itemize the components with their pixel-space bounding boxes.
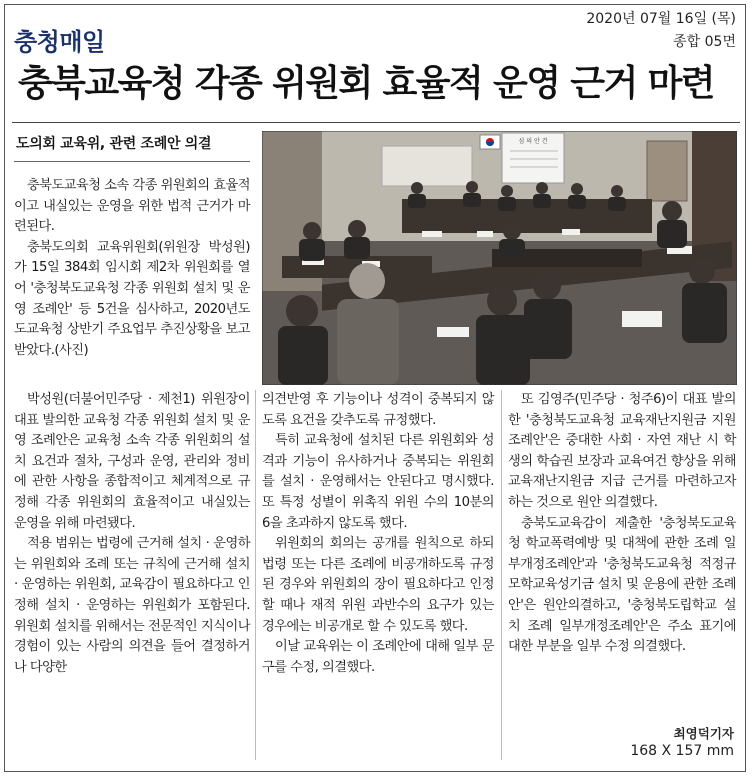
body-paragraph: 특히 교육청에 설치된 다른 위원회와 성격과 기능이 유사하거나 중복되는 위원회를 설치 · 운영해서는 안된다고 명시했다. 또 특정 성별이 위촉직 위원 수의 10분의 6을 초과하지 않도록 했다. bbox=[262, 433, 494, 531]
photo-board-title: 심 의 안 건 bbox=[518, 138, 548, 145]
photo-paper bbox=[422, 231, 442, 237]
body-paragraph: 이날 교육위는 이 조례안에 대해 일부 문구를 수정, 의결했다. bbox=[262, 639, 494, 675]
subheadline-rule bbox=[14, 161, 250, 162]
subheadline: 도의회 교육위, 관련 조례안 의결 bbox=[16, 136, 212, 152]
body-paragraph: 박성원(더불어민주당 · 제천1) 위원장이 대표 발의한 교육청 각종 위원회 설치 및 운영 조례안은 교육청 소속 각종 위원회의 설치 요건과 절차, 구성과 운영, 관리와 정비에 관한 사항을 종합적이고 체계적으로 규정해 각종 위원회의 효율적이고 내실있는 운영을 위해 마련됐다. bbox=[14, 392, 250, 531]
column-divider bbox=[501, 390, 502, 760]
photo-paper bbox=[477, 231, 493, 237]
lead-paragraph: 충북도교육청 소속 각종 위원회의 효율적이고 내실있는 운영을 위한 법적 근거가 마련된다. bbox=[14, 178, 250, 235]
body-paragraph: 적용 범위는 법령에 근거해 설치 · 운영하는 위원회와 조례 또는 규칙에 근거해 설치 · 운영하는 위원회, 교육감이 필요하다고 인정해 설치 · 운영하는 위원회가 포함된다. 위원회 설치를 위해서는 전문적인 지식이나 경험이 있는 사람의 의견을 들어 결정하거나 다양한 bbox=[14, 536, 250, 675]
body-paragraph: 의견반영 후 기능이나 성격이 중복되지 않도록 요건을 갖추도록 규정했다. bbox=[262, 392, 494, 428]
lead-paragraph: 충북도의회 교육위원회(위원장 박성원)가 15일 384회 임시회 제2차 위원회를 열어 '충청북도교육청 각종 위원회 설치 및 운영 조례안' 등 5건을 심사하고, 2020년도 도교육청 상반기 주요업무 추진상황을 보고 받았다.(사진) bbox=[14, 239, 250, 358]
newspaper-name: 충청매일 bbox=[14, 27, 105, 56]
body-paragraph: 또 김영주(민주당 · 청주6)이 대표 발의한 '충청북도교육청 교육재난지원금 지원 조례안'은 중대한 사회 · 자연 재난 시 학생의 학습권 보장과 교육여건 향상을 위해 교육재난지원금 지급 근거를 마련하고자 하는 것으로 원안 의결했다. bbox=[508, 392, 736, 510]
body-paragraph: 충북도교육감이 제출한 '충청북도교육청 학교폭력예방 및 대책에 관한 조례 일부개정조례안'과 '충청북도교육청 적정규모학교육성기금 설치 및 운용에 관한 조례안'은 원안의결하고, '충청북도립학교 설치 조례 일부개정조례안'은 주소 표기에 대한 부분을 일부 수정 의결했다. bbox=[508, 515, 736, 655]
column-divider bbox=[255, 390, 256, 760]
clipping-size: 168 X 157 mm bbox=[630, 743, 734, 759]
body-column-1 bbox=[14, 390, 250, 678]
lead-column bbox=[14, 176, 250, 361]
headline-rule bbox=[12, 122, 740, 123]
photo-paper bbox=[562, 229, 580, 235]
photo-flag bbox=[480, 135, 500, 149]
photo-door bbox=[647, 141, 687, 201]
photo-paper bbox=[622, 311, 662, 327]
page-section: 종합 05면 bbox=[673, 34, 736, 50]
publication-date: 2020년 07월 16일 (목) bbox=[586, 11, 736, 27]
headline: 충북교육청 각종 위원회 효율적 운영 근거 마련 bbox=[18, 63, 714, 104]
photo-wall-plaque bbox=[382, 146, 472, 186]
body-column-3 bbox=[508, 390, 736, 658]
body-paragraph: 위원회의 회의는 공개를 원칙으로 하되 법령 또는 다른 조례에 비공개하도록 규정된 경우와 위원회의 장이 필요하다고 인정할 때나 재적 위원 과반수의 요구가 있는 경우에는 비공개로 할 수 있도록 했다. bbox=[262, 536, 494, 634]
body-column-2 bbox=[262, 390, 494, 678]
meeting-photo bbox=[262, 131, 737, 385]
byline: 최영덕기자 bbox=[673, 726, 734, 741]
photo-paper bbox=[437, 327, 469, 337]
